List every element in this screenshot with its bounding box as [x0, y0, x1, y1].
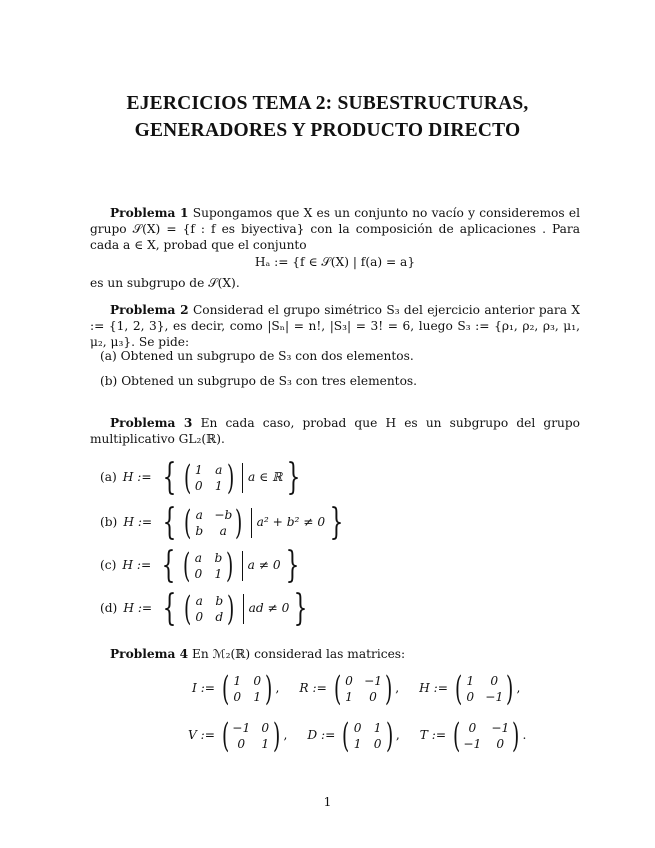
item-condition: a² + b² ≠ 0: [256, 515, 326, 530]
item-condition: a ≠ 0: [247, 558, 281, 573]
problem-3-label: Problema 3: [110, 416, 193, 430]
right-paren: ): [226, 458, 235, 498]
right-paren: ): [385, 716, 393, 756]
matrix-entry: −1: [491, 721, 510, 735]
matrix-entry: 1: [233, 674, 242, 688]
right-paren: ): [227, 589, 235, 629]
problem-4-statement: [90, 647, 580, 663]
matrix-R: [299, 669, 400, 709]
item-label: (a): [100, 349, 117, 363]
matrix-entry: 1: [466, 674, 475, 688]
matrix-entries: [193, 550, 223, 582]
matrix: [181, 589, 238, 629]
matrix-entry: 1: [373, 721, 382, 735]
matrix: [180, 546, 237, 586]
left-brace: {: [161, 545, 176, 586]
matrix-entries: [344, 673, 382, 705]
right-paren: ): [506, 669, 514, 709]
such-that-bar: [242, 551, 243, 581]
document-title: [60, 90, 595, 144]
item-label: (a): [100, 470, 117, 485]
item-label: (b): [100, 374, 118, 388]
separator: ,: [395, 681, 400, 696]
right-paren: ): [385, 669, 393, 709]
matrix-I: [192, 669, 280, 709]
left-paren: (: [221, 716, 230, 756]
left-paren: (: [454, 669, 463, 709]
matrix-entry: 0: [490, 674, 499, 688]
problem-2-item-b: [100, 374, 580, 390]
item-lhs: H :=: [122, 470, 152, 485]
item-label: (d): [100, 601, 118, 616]
matrix-entry: 1: [353, 737, 362, 751]
matrix-entry: 1: [214, 479, 223, 493]
right-paren: ): [226, 546, 234, 586]
matrix-entry: 0: [253, 674, 262, 688]
matrix-entry: b: [215, 594, 224, 608]
problem-1-statement: [90, 206, 580, 254]
matrix-entries: [194, 593, 224, 625]
matrix-entry: −1: [232, 721, 251, 735]
matrix-entry: 0: [466, 690, 475, 704]
problem-3-statement: [90, 416, 580, 448]
matrices-row-2: [188, 716, 527, 756]
page-number: 1: [323, 795, 332, 809]
problem-1-label: Problema 1: [110, 206, 189, 220]
problem-1-formula: Hₐ := {f ∈ 𝒮(X) | f(a) = a}: [254, 255, 416, 269]
matrix-entry: 0: [345, 674, 353, 688]
matrix-entry: −b: [214, 508, 233, 522]
matrix-H: [419, 669, 521, 709]
matrix-entry: b: [214, 551, 223, 565]
item-text: Obtened un subgrupo de S₃ con dos elementos.: [120, 349, 414, 363]
left-paren: (: [222, 669, 230, 709]
matrix-entries: [465, 673, 503, 705]
matrix: [181, 503, 246, 543]
separator: ,: [516, 681, 521, 696]
such-that-bar: [242, 463, 243, 493]
left-brace: {: [162, 588, 177, 629]
problem-2-item-a: [100, 349, 580, 365]
separator: ,: [275, 681, 280, 696]
matrix-entry: 0: [233, 690, 242, 704]
matrix-entry: a: [215, 463, 223, 477]
right-brace: }: [329, 502, 344, 543]
matrix-name: R :=: [299, 681, 327, 696]
left-paren: (: [184, 503, 192, 543]
matrix-entry: 1: [253, 690, 262, 704]
left-paren: (: [184, 589, 192, 629]
matrix-name: V :=: [188, 728, 215, 743]
problem-2-label: Problema 2: [110, 303, 189, 317]
separator: ,: [395, 728, 400, 743]
matrix-V: [188, 716, 288, 756]
item-lhs: H :=: [122, 558, 152, 573]
right-paren: ): [265, 669, 273, 709]
matrix-entries: [194, 507, 232, 539]
item-label: (b): [100, 515, 118, 530]
problem-1-tail: es un subgrupo de 𝒮(X).: [90, 276, 240, 290]
matrix-entry: 0: [496, 737, 505, 751]
matrix-name: T :=: [419, 728, 447, 743]
item-lhs: H :=: [123, 515, 153, 530]
matrix-entry: a: [195, 594, 203, 608]
such-that-bar: [243, 594, 244, 624]
problem-3-item-d: [100, 588, 312, 629]
matrix-entries: [194, 462, 224, 494]
right-paren: ): [512, 716, 520, 756]
title-line-1: EJERCICIOS TEMA 2: SUBESTRUCTURAS,: [126, 93, 529, 114]
problem-3-item-c: [100, 545, 304, 586]
matrix-entry: 1: [345, 690, 353, 704]
matrix-D: [307, 716, 400, 756]
matrix-entry: 0: [369, 690, 377, 704]
problem-4-text: En ℳ₂(ℝ) considerad las matrices:: [192, 647, 406, 661]
matrix-entry: 1: [214, 567, 223, 581]
matrix-entries: [232, 720, 270, 752]
matrix-name: H :=: [419, 681, 448, 696]
matrix-entries: [232, 673, 262, 705]
matrix-entry: d: [215, 610, 224, 624]
separator: ,: [283, 728, 288, 743]
left-brace: {: [162, 502, 177, 543]
matrix-entry: 1: [261, 737, 270, 751]
matrix-entry: a: [195, 508, 203, 522]
matrix-entry: −1: [463, 737, 482, 751]
left-brace: {: [162, 457, 176, 498]
item-lhs: H :=: [123, 601, 153, 616]
matrix-entry: −1: [485, 690, 504, 704]
problem-2-statement: [90, 303, 580, 351]
matrix-entry: 1: [194, 463, 203, 477]
problem-2-text: Considerad el grupo simétrico S₃ del ejercicio anterior para X := {1, 2, 3}, es decir, como |Sₙ| = n!, |S₃| = 3! = 6, luego S₃ := {ρ₁, ρ₂, ρ₃, μ₁, μ₂, μ₃}. Se pide:: [90, 303, 580, 349]
matrix-entry: 0: [468, 721, 477, 735]
right-brace: }: [293, 588, 308, 629]
item-text: Obtened un subgrupo de S₃ con tres elementos.: [121, 374, 418, 388]
matrix-entry: 0: [237, 737, 246, 751]
matrix-entry: a: [219, 524, 227, 538]
matrix-T: [419, 716, 527, 756]
left-paren: (: [333, 669, 342, 709]
matrix-entries: [463, 720, 509, 752]
matrix: [181, 458, 238, 498]
problem-3-item-a: [100, 457, 305, 498]
matrix-entry: 0: [353, 721, 362, 735]
left-paren: (: [453, 716, 461, 756]
item-condition: ad ≠ 0: [248, 601, 290, 616]
left-paren: (: [183, 546, 191, 586]
left-paren: (: [183, 458, 191, 498]
item-condition: a ∈ ℝ: [248, 470, 283, 485]
matrix-entry: 0: [194, 479, 203, 493]
matrix-name: D :=: [307, 728, 336, 743]
matrix-name: I :=: [192, 681, 216, 696]
problem-4-label: Problema 4: [110, 647, 189, 661]
right-paren: ): [235, 503, 243, 543]
such-that-bar: [251, 508, 252, 538]
matrix-entry: b: [195, 524, 204, 538]
right-brace: }: [286, 457, 301, 498]
problem-3-text: En cada caso, probad que H es un subgrupo del grupo multiplicativo GL₂(ℝ).: [90, 416, 581, 446]
matrix-entry: 0: [194, 567, 203, 581]
matrix-entry: a: [194, 551, 202, 565]
separator: .: [522, 728, 527, 743]
problem-3-item-b: [100, 502, 348, 543]
left-paren: (: [342, 716, 350, 756]
item-label: (c): [100, 558, 117, 573]
title-line-2: GENERADORES Y PRODUCTO DIRECTO: [134, 120, 521, 141]
right-brace: }: [285, 545, 299, 586]
matrices-row-1: [192, 669, 521, 709]
matrix-entry: −1: [364, 674, 383, 688]
matrix-entry: 0: [373, 737, 382, 751]
matrix-entry: 0: [195, 610, 204, 624]
right-paren: ): [273, 716, 281, 756]
matrix-entries: [353, 720, 383, 752]
problem-1-text: Supongamos que X es un conjunto no vacío y consideremos el grupo 𝒮(X) = {f : f es biyectiva} con la composición de aplicaciones . Para cada a ∈ X, probad que el conjunto: [90, 206, 580, 252]
matrix-entry: 0: [261, 721, 270, 735]
